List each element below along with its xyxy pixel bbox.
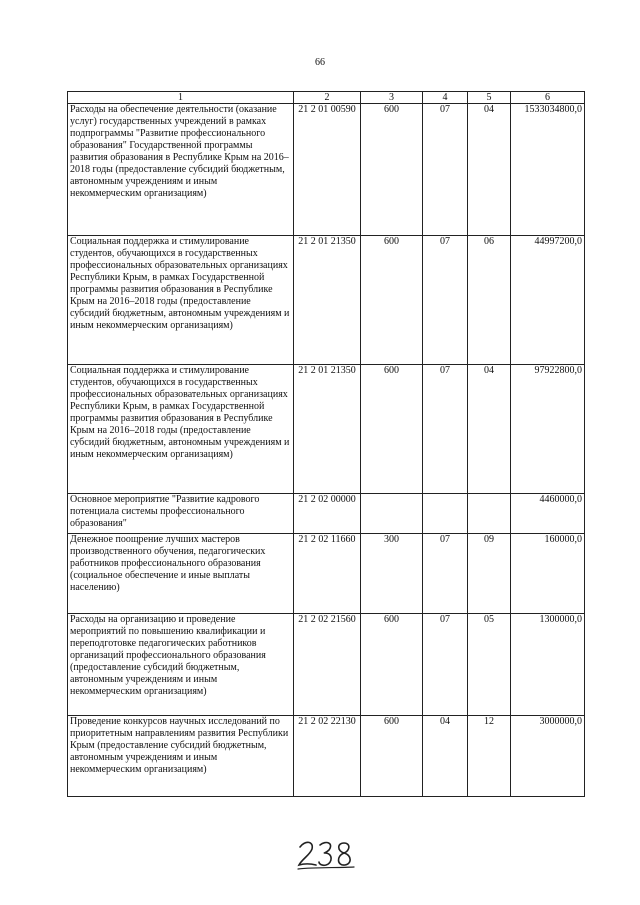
row-vr: 300 xyxy=(361,534,423,614)
row-vr: 600 xyxy=(361,104,423,236)
row-code: 21 2 01 21350 xyxy=(294,236,361,365)
handwritten-page-number xyxy=(296,838,356,872)
row-amount: 3000000,0 xyxy=(511,716,585,797)
row-vr xyxy=(361,494,423,534)
row-rz: 07 xyxy=(423,365,468,494)
row-rz: 07 xyxy=(423,236,468,365)
row-amount: 97922800,0 xyxy=(511,365,585,494)
row-rz: 07 xyxy=(423,614,468,716)
table-row xyxy=(68,534,585,614)
header-cell: 5 xyxy=(468,92,511,104)
row-amount: 160000,0 xyxy=(511,534,585,614)
row-name: Денежное поощрение лучших мастеров производственного обучения, педагогических работников профессионального образования (социальное обеспечение и иные выплаты населению) xyxy=(68,534,294,614)
row-code: 21 2 02 21560 xyxy=(294,614,361,716)
row-code: 21 2 01 00590 xyxy=(294,104,361,236)
row-pr: 06 xyxy=(468,236,511,365)
row-code: 21 2 02 00000 xyxy=(294,494,361,534)
row-vr: 600 xyxy=(361,236,423,365)
row-code: 21 2 02 22130 xyxy=(294,716,361,797)
row-pr: 09 xyxy=(468,534,511,614)
row-name: Основное мероприятие "Развитие кадрового потенциала системы профессионального образования" xyxy=(68,494,294,534)
row-rz: 07 xyxy=(423,104,468,236)
table-row xyxy=(68,365,585,494)
row-code: 21 2 01 21350 xyxy=(294,365,361,494)
row-rz: 07 xyxy=(423,534,468,614)
row-code: 21 2 02 11660 xyxy=(294,534,361,614)
row-name: Расходы на обеспечение деятельности (оказание услуг) государственных учреждений в рамках подпрограммы "Развитие профессионального образования" Государственной программы развития образования в Республике Крым на 2016–2018 годы (предоставление субсидий бюджетным, автономным учреждениям и иным некоммерческим организациям) xyxy=(68,104,294,236)
row-amount: 1300000,0 xyxy=(511,614,585,716)
budget-table xyxy=(67,91,585,797)
row-name: Расходы на организацию и проведение мероприятий по повышению квалификации и переподготовке педагогических работников организаций профессионального образования (предоставление субсидий бюджетным, автономным учреждениям и иным некоммерческим организациям) xyxy=(68,614,294,716)
header-row xyxy=(68,92,585,104)
row-name: Социальная поддержка и стимулирование студентов, обучающихся в государственных профессиональных образовательных организациях Республики Крым, в рамках Государственной программы развития образования в Республике Крым на 2016–2018 годы (предоставление субсидий бюджетным, автономным учреждениям и иным некоммерческим организациям) xyxy=(68,365,294,494)
row-name: Социальная поддержка и стимулирование студентов, обучающихся в государственных профессиональных образовательных организациях Республики Крым, в рамках Государственной программы развития образования в Республике Крым на 2016–2018 годы (предоставление субсидий бюджетным, автономным учреждениям и иным некоммерческим организациям) xyxy=(68,236,294,365)
row-rz: 04 xyxy=(423,716,468,797)
page-number: 66 xyxy=(315,57,325,68)
header-cell: 4 xyxy=(423,92,468,104)
table-row xyxy=(68,614,585,716)
row-vr: 600 xyxy=(361,614,423,716)
row-vr: 600 xyxy=(361,716,423,797)
header-cell: 6 xyxy=(511,92,585,104)
row-rz xyxy=(423,494,468,534)
header-cell: 1 xyxy=(68,92,294,104)
row-pr: 12 xyxy=(468,716,511,797)
table-row xyxy=(68,716,585,797)
row-pr: 04 xyxy=(468,365,511,494)
row-name: Проведение конкурсов научных исследований по приоритетным направлениям развития Республики Крым (предоставление субсидий бюджетным, автономным учреждениям и иным некоммерческим организациям) xyxy=(68,716,294,797)
header-cell: 3 xyxy=(361,92,423,104)
table-row xyxy=(68,104,585,236)
row-amount: 4460000,0 xyxy=(511,494,585,534)
row-amount: 1533034800,0 xyxy=(511,104,585,236)
row-pr: 05 xyxy=(468,614,511,716)
row-pr xyxy=(468,494,511,534)
header-cell: 2 xyxy=(294,92,361,104)
table-row xyxy=(68,236,585,365)
row-pr: 04 xyxy=(468,104,511,236)
row-vr: 600 xyxy=(361,365,423,494)
row-amount: 44997200,0 xyxy=(511,236,585,365)
table-row xyxy=(68,494,585,534)
